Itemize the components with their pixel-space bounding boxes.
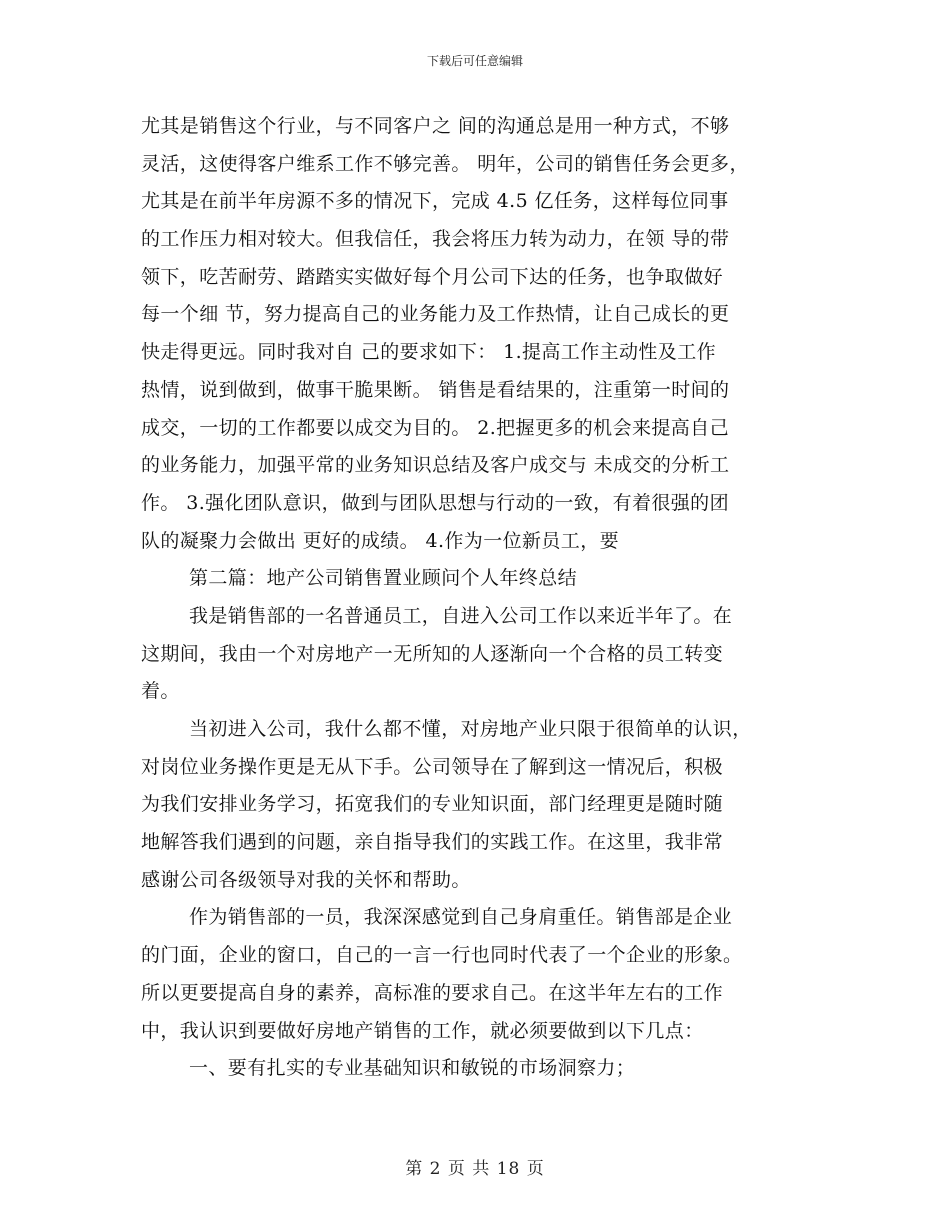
page-header: 下载后可任意编辑: [426, 54, 523, 68]
text-line: 队的凝聚力会做出 更好的成绩。 4.作为一位新员工，要: [141, 529, 620, 552]
text-line: 成交，一切的工作都要以成交为目的。 2.把握更多的机会来提高自己: [141, 416, 729, 439]
text-line: 着。: [141, 680, 180, 703]
text-line: 我是销售部的一名普通员工，自进入公司工作以来近半年了。在: [189, 604, 733, 627]
document-body: [141, 108, 821, 1088]
text-line: 当初进入公司，我什么都不懂，对房地产业只限于很简单的认识，: [189, 718, 752, 740]
text-line: 为我们安排业务学习，拓宽我们的专业知识面，部门经理更是随时随: [141, 793, 724, 816]
text-line: 作为销售部的一员，我深深感觉到自己身肩重任。销售部是企业: [189, 906, 733, 929]
text-line: 作。 3.强化团队意识，做到与团队思想与行动的一致，有着很强的团: [141, 491, 729, 514]
text-line: 中，我认识到要做好房地产销售的工作，就必须要做到以下几点：: [141, 1019, 704, 1042]
text-line: 一、要有扎实的专业基础知识和敏锐的市场洞察力；: [189, 1057, 636, 1080]
text-line: 所以更要提高自身的素养，高标准的要求自己。在这半年左右的工作: [141, 981, 724, 1004]
text-line: 地解答我们遇到的问题，亲自指导我们的实践工作。在这里，我非常: [141, 831, 724, 854]
text-line: 灵活，这使得客户维系工作不够完善。 明年，公司的销售任务会更多，: [141, 152, 749, 175]
page-number: 第 2 页 共 18 页: [405, 1159, 545, 1179]
text-line: 快走得更远。同时我对自 己的要求如下： 1.提高工作主动性及工作: [141, 341, 717, 364]
text-line: 热情，说到做到，做事干脆果断。 销售是看结果的，注重第一时间的: [141, 378, 730, 401]
text-line: 的工作压力相对较大。但我信任，我会将压力转为动力，在领 导的带: [141, 228, 730, 251]
text-line: 感谢公司各级领导对我的关怀和帮助。: [141, 868, 471, 891]
text-line: 领下，吃苦耐劳、踏踏实实做好每个月公司下达的任务，也争取做好: [141, 265, 724, 288]
text-line: 尤其是在前半年房源不多的情况下，完成 4.5 亿任务，这样每位同事: [141, 190, 729, 213]
text-line: 的业务能力，加强平常的业务知识总结及客户成交与 未成交的分析工: [141, 454, 730, 477]
text-line: 对岗位业务操作更是无从下手。公司领导在了解到这一情况后，积极: [141, 755, 724, 778]
text-line: 尤其是销售这个行业，与不同客户之 间的沟通总是用一种方式，不够: [141, 115, 730, 137]
text-line: 这期间，我由一个对房地产一无所知的人逐渐向一个合格的员工转变: [141, 642, 724, 665]
text-line: 每一个细 节，努力提高自己的业务能力及工作热情，让自己成长的更: [141, 303, 730, 326]
section-heading: 第二篇：地产公司销售置业顾问个人年终总结: [189, 567, 578, 590]
text-line: 的门面，企业的窗口，自己的一言一行也同时代表了一个企业的形象。: [141, 944, 743, 967]
